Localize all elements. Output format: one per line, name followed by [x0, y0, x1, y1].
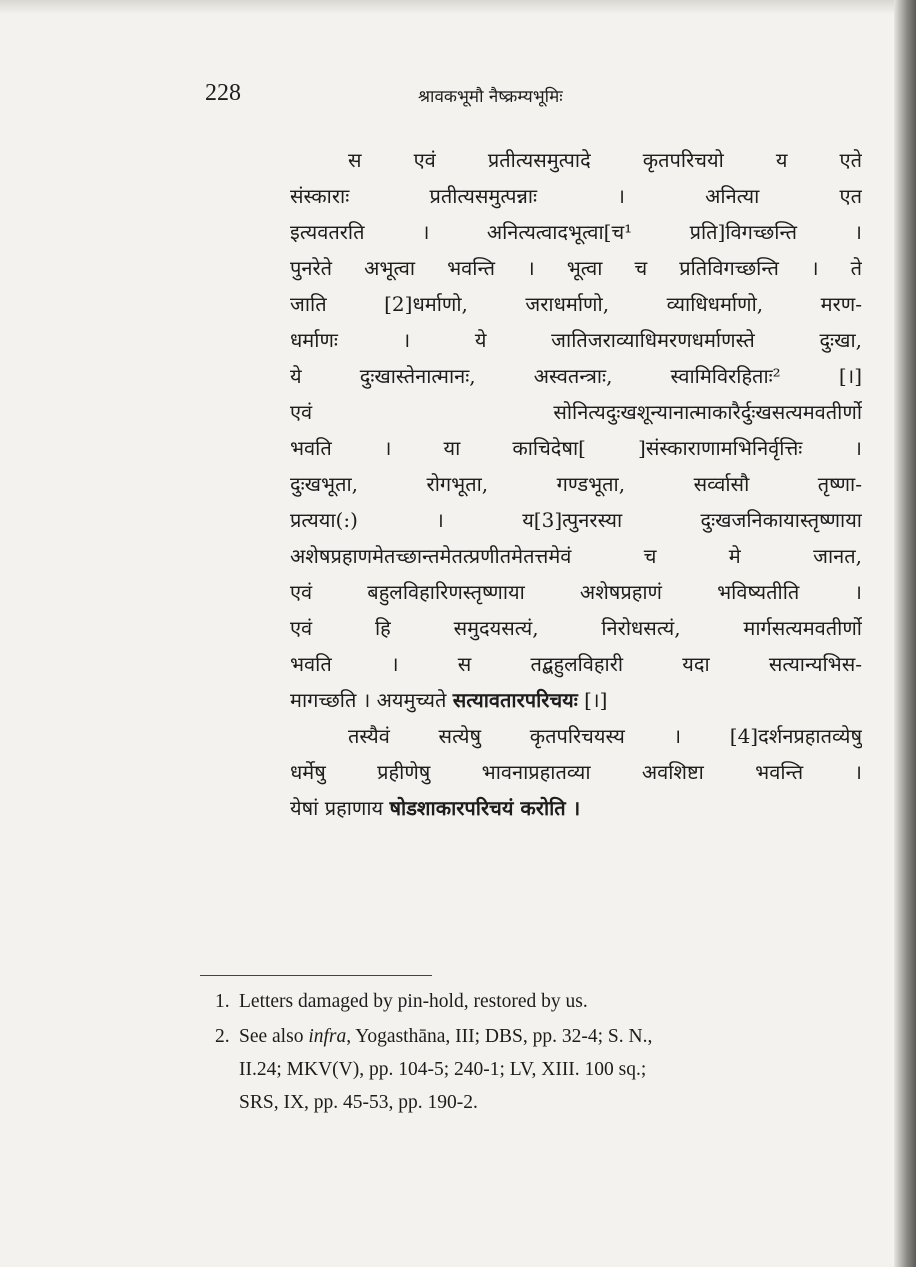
footnote-italic: infra	[308, 1026, 347, 1047]
text-line: प्रत्यया(:) । य[3]त्पुनरस्या दुःखजनिकायास्तृष्णाया	[290, 508, 862, 532]
footnote-text: See also	[239, 1026, 309, 1047]
footnote-number: 1.	[215, 991, 230, 1012]
bold-heading-term: सत्यावतारपरिचयः	[452, 688, 578, 712]
text-line: तस्यैवं सत्येषु कृतपरिचयस्य । [4]दर्शनप्रहातव्येषु	[348, 724, 862, 748]
text-line: एवं बहुलविहारिणस्तृष्णाया अशेषप्रहाणं भविष्यतीति ।	[290, 580, 862, 604]
text-line	[290, 790, 862, 826]
text-line: धर्माणः । ये जातिजराव्याधिमरणधर्माणस्ते दुःखा,	[290, 328, 862, 352]
page-number: 228	[205, 80, 241, 106]
text-line: एवं हि समुदयसत्यं, निरोधसत्यं, मार्गसत्यमवतीर्णो	[290, 616, 862, 640]
text-segment: मागच्छति । अयमुच्यते	[290, 688, 453, 712]
footnote-number: 2.	[215, 1026, 230, 1047]
text-line: संस्काराः प्रतीत्यसमुत्पन्नाः । अनित्या एत	[290, 184, 862, 208]
text-line: अशेषप्रहाणमेतच्छान्तमेतत्प्रणीतमेतत्तमेवं च मे जानत,	[290, 544, 862, 568]
footnote-text: SRS, IX, pp. 45-53, pp. 190-2.	[239, 1092, 478, 1113]
text-segment: येषां प्रहाणाय	[290, 796, 390, 820]
running-head: श्रावकभूमौ नैष्क्रम्यभूमिः	[418, 87, 563, 107]
text-line: भवति । स तद्बहुलविहारी यदा सत्यान्यभिस-	[290, 652, 862, 676]
text-line: जाति [2]धर्माणो, जराधर्माणो, व्याधिधर्माणो, मरण-	[290, 292, 862, 316]
text-line: इत्यवतरति । अनित्यत्वादभूत्वा[च¹ प्रति]विगच्छन्ति ।	[290, 220, 862, 244]
text-line: एवं सोनित्यदुःखशून्यानात्माकारैर्दुःखसत्यमवतीर्णो	[290, 400, 862, 424]
footnote-text: , Yogasthāna, III; DBS, pp. 32-4; S. N.,	[346, 1026, 653, 1047]
text-segment: [।]	[577, 688, 608, 712]
footnote-text: II.24; MKV(V), pp. 104-5; 240-1; LV, XIII. 100 sq.;	[239, 1059, 647, 1080]
bold-heading-term: षोडशाकारपरिचयं करोति ।	[389, 796, 581, 820]
text-line: ये दुःखास्तेनात्मानः, अस्वतन्त्राः, स्वामिविरहिताः² [।]	[290, 364, 862, 388]
footnote-text: Letters damaged by pin-hold, restored by us.	[239, 991, 588, 1012]
text-line: स एवं प्रतीत्यसमुत्पादे कृतपरिचयो य एते	[348, 148, 862, 172]
footnote-1	[215, 985, 815, 1018]
footnote-2	[215, 1020, 815, 1119]
main-text	[290, 142, 862, 826]
text-line	[290, 682, 862, 718]
scan-top-edge	[0, 0, 916, 14]
scan-binding-shadow	[894, 0, 916, 1267]
text-line: पुनरेते अभूत्वा भवन्ति । भूत्वा च प्रतिविगच्छन्ति । ते	[290, 256, 862, 280]
text-line: धर्मेषु प्रहीणेषु भावनाप्रहातव्या अवशिष्टा भवन्ति ।	[290, 760, 862, 784]
footnote-rule	[200, 975, 432, 976]
text-line: दुःखभूता, रोगभूता, गण्डभूता, सर्व्वासौ तृष्णा-	[290, 472, 862, 496]
text-line: भवति । या काचिदेषा[ ]संस्काराणामभिनिर्वृत्तिः ।	[290, 436, 862, 460]
